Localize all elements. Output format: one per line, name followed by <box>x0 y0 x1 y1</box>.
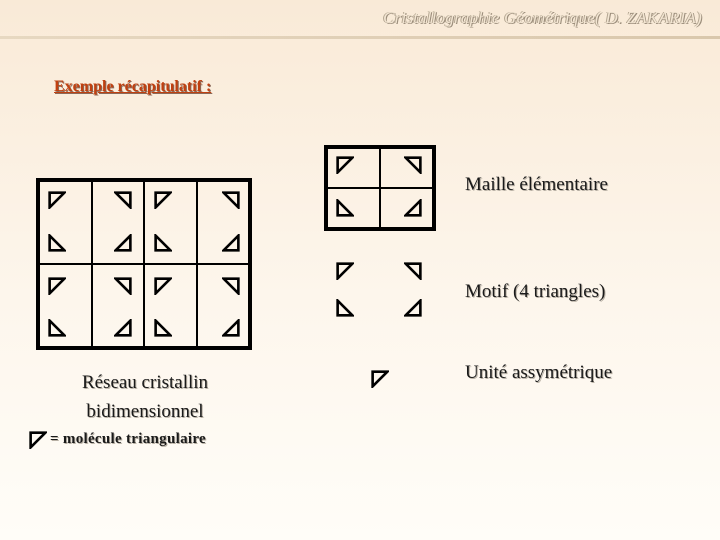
header-title: Cristallographie Géométrique( D. ZAKARIA) <box>383 8 702 27</box>
reseau-label <box>40 368 250 426</box>
triangle-icon <box>404 262 422 280</box>
triangle-icon <box>154 191 172 209</box>
reseau-label-line2: bidimensionnel <box>86 401 204 422</box>
triangle-icon <box>154 319 172 337</box>
triangle-icon <box>154 277 172 295</box>
triangle-icon <box>222 234 240 252</box>
triangle-icon <box>114 191 132 209</box>
unite-label: Unité assymétrique <box>465 362 613 383</box>
triangle-icon <box>336 156 354 174</box>
triangle-icon <box>48 234 66 252</box>
maille-label: Maille élémentaire <box>465 174 608 195</box>
triangle-icon <box>404 199 422 217</box>
reseau-label-line1: Réseau cristallin <box>81 372 209 393</box>
triangle-icon <box>371 370 389 388</box>
triangle-icon <box>114 319 132 337</box>
legend-text: = molécule triangulaire <box>50 431 206 447</box>
motif-label: Motif (4 triangles) <box>465 281 606 302</box>
triangle-icon <box>154 234 172 252</box>
header-divider <box>0 36 720 39</box>
triangle-icon <box>222 319 240 337</box>
slide-subtitle: Exemple récapitulatif : <box>54 78 212 95</box>
triangle-icon <box>48 319 66 337</box>
triangle-icon <box>222 277 240 295</box>
crystal-lattice-grid <box>36 178 252 350</box>
triangle-icon <box>48 277 66 295</box>
triangle-icon <box>336 262 354 280</box>
triangle-icon <box>222 191 240 209</box>
triangle-icon <box>336 299 354 317</box>
triangle-icon <box>114 234 132 252</box>
triangle-icon <box>114 277 132 295</box>
triangle-icon <box>404 156 422 174</box>
triangle-icon <box>29 431 47 449</box>
triangle-icon <box>48 191 66 209</box>
triangle-icon <box>404 299 422 317</box>
triangle-icon <box>336 199 354 217</box>
